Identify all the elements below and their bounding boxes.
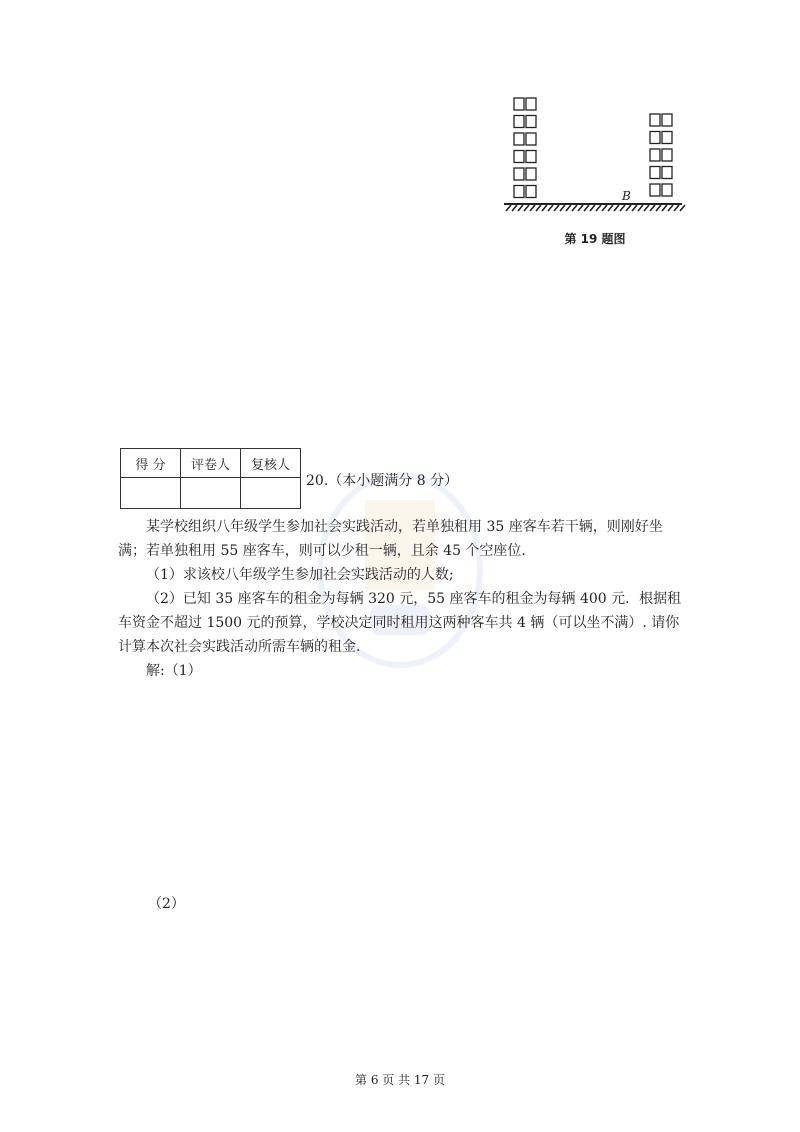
reviewer-cell[interactable] bbox=[241, 478, 301, 509]
building-window bbox=[526, 168, 536, 180]
building-window bbox=[650, 114, 660, 126]
buildings-diagram bbox=[500, 92, 690, 222]
building-window bbox=[662, 149, 672, 161]
grader-header: 评卷人 bbox=[181, 449, 241, 478]
left-building bbox=[514, 98, 536, 198]
problem-statement: 某学校组织八年级学生参加社会实践活动，若单独租用 35 座客车若干辆，则刚好坐满；若单独租用 55 座客车，则可以少租一辆，且余 45 个空座位. bbox=[118, 519, 663, 559]
hatch-mark bbox=[590, 205, 595, 211]
grader-cell[interactable] bbox=[181, 478, 241, 509]
hatch-mark bbox=[560, 205, 565, 211]
hatch-mark bbox=[524, 205, 529, 211]
building-window bbox=[526, 133, 536, 145]
hatch-mark bbox=[542, 205, 547, 211]
building-window bbox=[650, 167, 660, 179]
score-table bbox=[120, 448, 301, 509]
hatch-mark bbox=[626, 205, 631, 211]
part-1-question: （1）求该校八年级学生参加社会实践活动的人数; bbox=[146, 567, 454, 583]
score-cell[interactable] bbox=[121, 478, 181, 509]
hatch-mark bbox=[566, 205, 571, 211]
hatch-mark bbox=[656, 205, 661, 211]
building-window bbox=[662, 132, 672, 144]
hatch-mark bbox=[680, 205, 685, 211]
building-window bbox=[526, 151, 536, 163]
hatch-mark bbox=[638, 205, 643, 211]
hatch-mark bbox=[596, 205, 601, 211]
point-b-label: B bbox=[622, 189, 631, 203]
hatch-mark bbox=[572, 205, 577, 211]
hatch-mark bbox=[584, 205, 589, 211]
building-window bbox=[650, 184, 660, 196]
building-window bbox=[526, 98, 536, 110]
hatch-mark bbox=[668, 205, 673, 211]
hatch-mark bbox=[512, 205, 517, 211]
building-window bbox=[526, 116, 536, 128]
question-20-title: 20.（本小题满分 8 分） bbox=[306, 473, 459, 489]
hatch-mark bbox=[548, 205, 553, 211]
hatch-mark bbox=[578, 205, 583, 211]
hatch-mark bbox=[536, 205, 541, 211]
building-window bbox=[514, 98, 524, 110]
hatch-mark bbox=[674, 205, 679, 211]
building-window bbox=[514, 186, 524, 198]
hatch-mark bbox=[506, 205, 511, 211]
building-window bbox=[514, 151, 524, 163]
building-window bbox=[650, 149, 660, 161]
hatch-mark bbox=[650, 205, 655, 211]
building-window bbox=[662, 114, 672, 126]
building-window bbox=[514, 116, 524, 128]
hatch-mark bbox=[632, 205, 637, 211]
hatch-mark bbox=[644, 205, 649, 211]
hatch-mark bbox=[602, 205, 607, 211]
building-window bbox=[650, 132, 660, 144]
building-window bbox=[526, 186, 536, 198]
answer-part-1-label: 解:（1） bbox=[146, 663, 202, 679]
building-window bbox=[662, 184, 672, 196]
hatch-mark bbox=[518, 205, 523, 211]
hatch-mark bbox=[530, 205, 535, 211]
hatch-mark bbox=[608, 205, 613, 211]
figure-caption: 第 19 题图 bbox=[564, 232, 626, 246]
score-header: 得 分 bbox=[121, 449, 181, 478]
question-19-figure bbox=[500, 92, 690, 222]
hatch-mark bbox=[662, 205, 667, 211]
ground-hatching bbox=[506, 205, 685, 211]
building-window bbox=[514, 168, 524, 180]
building-window bbox=[514, 133, 524, 145]
hatch-mark bbox=[614, 205, 619, 211]
hatch-mark bbox=[554, 205, 559, 211]
part-2-question: （2）已知 35 座客车的租金为每辆 320 元，55 座客车的租金为每辆 400 元．根据租车资金不超过 1500 元的预算，学校决定同时租用这两种客车共 4 辆（可以坐不满）. 请你计算本次社会实践活动所需车辆的租金. bbox=[118, 591, 682, 655]
hatch-mark bbox=[620, 205, 625, 211]
question-20-body bbox=[118, 515, 688, 683]
building-window bbox=[662, 167, 672, 179]
page-footer: 第 6 页 共 17 页 bbox=[355, 1073, 445, 1087]
right-building bbox=[650, 114, 672, 196]
answer-part-2-label: （2） bbox=[148, 896, 185, 912]
reviewer-header: 复核人 bbox=[241, 449, 301, 478]
